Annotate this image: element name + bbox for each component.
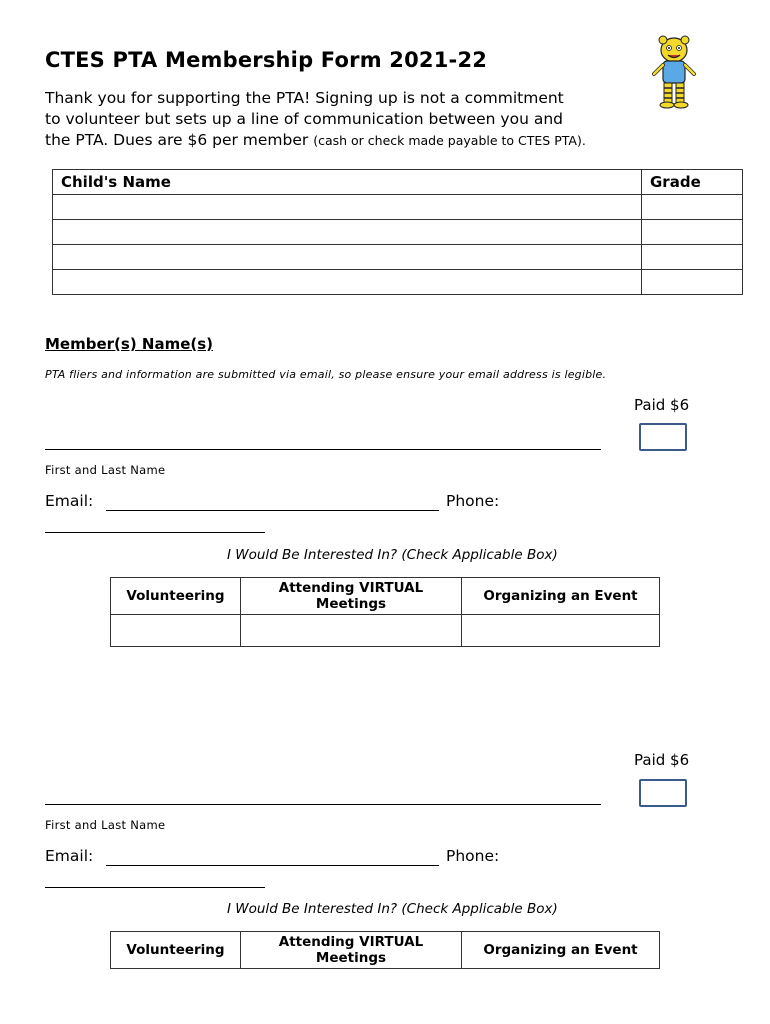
volunteering-header: Volunteering [111,932,241,969]
volunteering-checkbox-cell[interactable] [111,615,241,647]
intro-text [45,88,645,151]
child-name-cell[interactable] [53,245,642,270]
email-label: Email: [45,492,94,510]
table-header-row [111,578,660,615]
tiger-mascot-icon [650,34,698,110]
organizing-event-checkbox-cell[interactable] [462,615,660,647]
virtual-meetings-header: Attending VIRTUAL Meetings [241,578,462,615]
phone-label: Phone: [446,492,500,510]
table-row [53,270,743,295]
email-note: PTA fliers and information are submitted via email, so please ensure your email address is legible. [45,368,607,381]
interest-prompt: I Would Be Interested In? (Check Applicable Box) [227,901,558,917]
phone-line[interactable] [45,887,265,888]
children-table [52,169,743,295]
organizing-event-header: Organizing an Event [462,932,660,969]
child-name-header: Child's Name [53,170,642,195]
virtual-meetings-header: Attending VIRTUAL Meetings [241,932,462,969]
organizing-event-header: Organizing an Event [462,578,660,615]
volunteering-header: Volunteering [111,578,241,615]
intro-line-3 [45,130,645,151]
name-caption: First and Last Name [45,818,166,832]
table-header-row [53,170,743,195]
grade-cell[interactable] [642,220,743,245]
grade-cell[interactable] [642,245,743,270]
interest-table [110,931,660,969]
intro-line-2: to volunteer but sets up a line of communication between you and [45,110,564,128]
members-title: Member(s) Name(s) [45,335,214,353]
paid-label: Paid $6 [634,396,690,414]
table-row [53,245,743,270]
email-line[interactable] [106,865,439,866]
phone-line[interactable] [45,532,265,533]
grade-cell[interactable] [642,195,743,220]
email-label: Email: [45,847,94,865]
table-row [111,615,660,647]
intro-line-3-text: the PTA. Dues are $6 per member [45,131,309,149]
name-line[interactable] [45,804,601,805]
paid-checkbox[interactable] [639,779,687,807]
virtual-meetings-checkbox-cell[interactable] [241,615,462,647]
paid-checkbox[interactable] [639,423,687,451]
grade-cell[interactable] [642,270,743,295]
table-header-row [111,932,660,969]
paid-label: Paid $6 [634,751,690,769]
name-caption: First and Last Name [45,463,166,477]
name-line[interactable] [45,449,601,450]
table-row [53,195,743,220]
intro-line-1: Thank you for supporting the PTA! Signing up is not a commitment [45,89,564,107]
phone-label: Phone: [446,847,500,865]
interest-table [110,577,660,647]
table-row [53,220,743,245]
child-name-cell[interactable] [53,195,642,220]
form-title: CTES PTA Membership Form 2021-22 [45,48,488,72]
interest-prompt: I Would Be Interested In? (Check Applicable Box) [227,547,558,563]
email-line[interactable] [106,510,439,511]
child-name-cell[interactable] [53,270,642,295]
grade-header: Grade [642,170,743,195]
child-name-cell[interactable] [53,220,642,245]
intro-payment-note: (cash or check made payable to CTES PTA). [313,133,586,148]
